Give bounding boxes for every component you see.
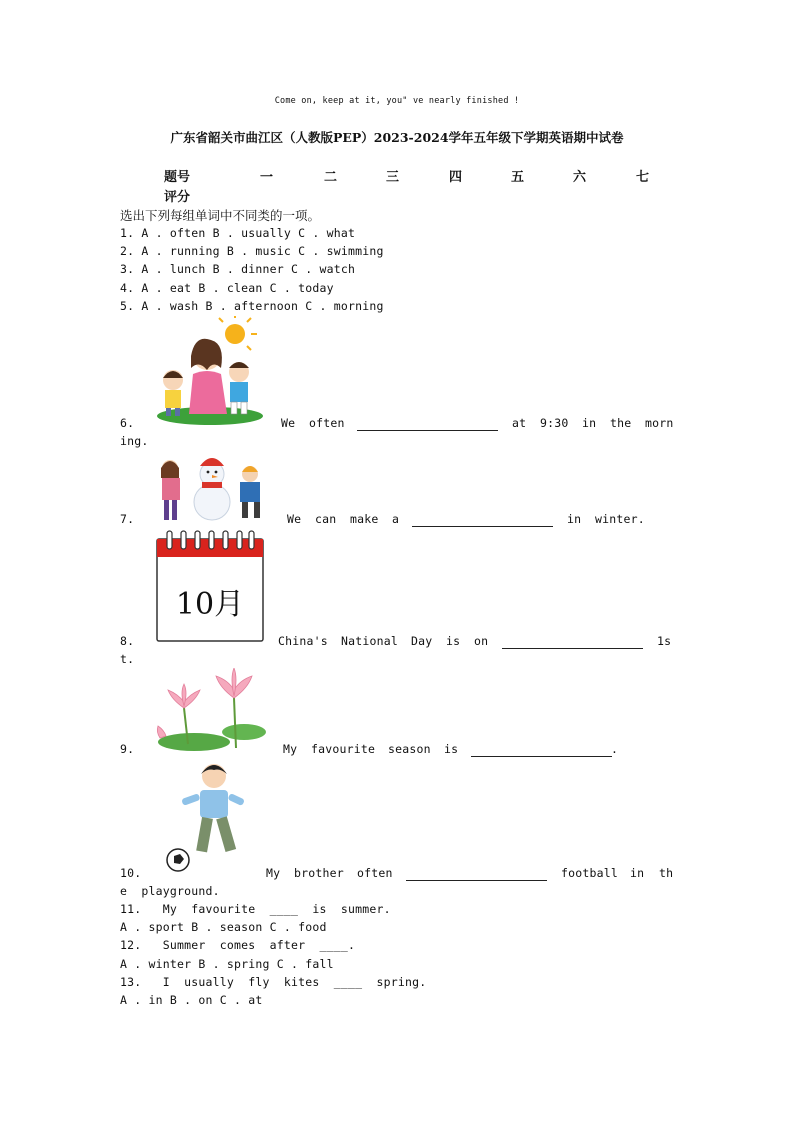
q9-period: .	[611, 742, 619, 756]
q7-number: 7.	[120, 512, 135, 526]
q9-word: is	[444, 742, 459, 756]
score-table-row1-label: 题号	[164, 170, 191, 185]
q7-answer-blank[interactable]	[412, 514, 553, 527]
q8-word: is	[446, 634, 461, 648]
q10-word: brother	[294, 866, 344, 880]
q7-word: a	[392, 512, 400, 526]
q8-word: on	[474, 634, 489, 648]
q7-word: make	[350, 512, 379, 526]
q6-wrap: ing.	[120, 434, 149, 448]
score-col-6: 六	[573, 170, 587, 185]
section1-item: 1. A . often B . usually C . what	[120, 226, 356, 240]
score-col-3: 三	[386, 170, 400, 185]
q10-answer-blank[interactable]	[406, 868, 547, 881]
score-col-5: 五	[511, 170, 525, 185]
score-col-7: 七	[636, 170, 650, 185]
q7-word: We	[287, 512, 302, 526]
q11-stem: 11. My favourite ____ is summer.	[120, 902, 391, 916]
q10-word: th	[659, 866, 674, 880]
score-col-2: 二	[324, 170, 338, 185]
section1-item: 5. A . wash B . afternoon C . morning	[120, 299, 384, 313]
q8-word: Day	[411, 634, 433, 648]
q10-word: often	[357, 866, 393, 880]
lotus-picture	[154, 668, 268, 754]
score-col-1: 一	[260, 170, 274, 185]
q10-word: football	[561, 866, 618, 880]
q8-word: 1s	[657, 634, 672, 648]
q10-word: My	[266, 866, 281, 880]
score-col-4: 四	[449, 170, 463, 185]
q9-word: favourite	[311, 742, 376, 756]
boy-football-picture	[164, 760, 250, 874]
q9-word: My	[283, 742, 298, 756]
section1-item: 4. A . eat B . clean C . today	[120, 281, 334, 295]
q7-word: winter.	[595, 512, 645, 526]
calendar-month-label: 10月	[175, 587, 245, 622]
q7-word: can	[315, 512, 337, 526]
q8-wrap: t.	[120, 652, 135, 666]
q8-answer-blank[interactable]	[502, 636, 643, 649]
q8-word: China's	[278, 634, 328, 648]
calendar-october-picture	[156, 529, 264, 643]
q10-wrap: e playground.	[120, 884, 220, 898]
q6-word: We	[281, 416, 296, 430]
section1-instruction: 选出下列每组单词中不同类的一项。	[120, 208, 321, 223]
score-table-row2-label: 评分	[164, 190, 191, 205]
q9-answer-blank[interactable]	[471, 744, 612, 757]
q11-options: A . sport B . season C . food	[120, 920, 327, 934]
q13-stem: 13. I usually fly kites ____ spring.	[120, 975, 427, 989]
q10-word: in	[630, 866, 645, 880]
page-header: Come on, keep at it, you" ve nearly finished !	[274, 96, 520, 106]
q7-word: in	[567, 512, 582, 526]
q6-word: at	[512, 416, 527, 430]
q12-stem: 12. Summer comes after ____.	[120, 938, 356, 952]
section1-item: 2. A . running B . music C . swimming	[120, 244, 384, 258]
q6-word: in	[582, 416, 597, 430]
family-sunny-picture	[155, 316, 265, 428]
q8-number: 8.	[120, 634, 135, 648]
q6-number: 6.	[120, 416, 135, 430]
exam-title: 广东省韶关市曲江区（人教版PEP）2023-2024学年五年级下学期英语期中试卷	[170, 130, 624, 145]
q6-word: often	[309, 416, 345, 430]
q6-word: the	[610, 416, 632, 430]
q13-options: A . in B . on C . at	[120, 993, 263, 1007]
q10-number: 10.	[120, 866, 142, 880]
snowman-picture	[156, 452, 272, 524]
q6-answer-blank[interactable]	[357, 418, 498, 431]
q6-word: 9:30	[540, 416, 569, 430]
q12-options: A . winter B . spring C . fall	[120, 957, 334, 971]
q9-word: season	[388, 742, 431, 756]
q9-number: 9.	[120, 742, 135, 756]
q6-word: morn	[645, 416, 674, 430]
q8-word: National	[341, 634, 398, 648]
section1-item: 3. A . lunch B . dinner C . watch	[120, 262, 356, 276]
